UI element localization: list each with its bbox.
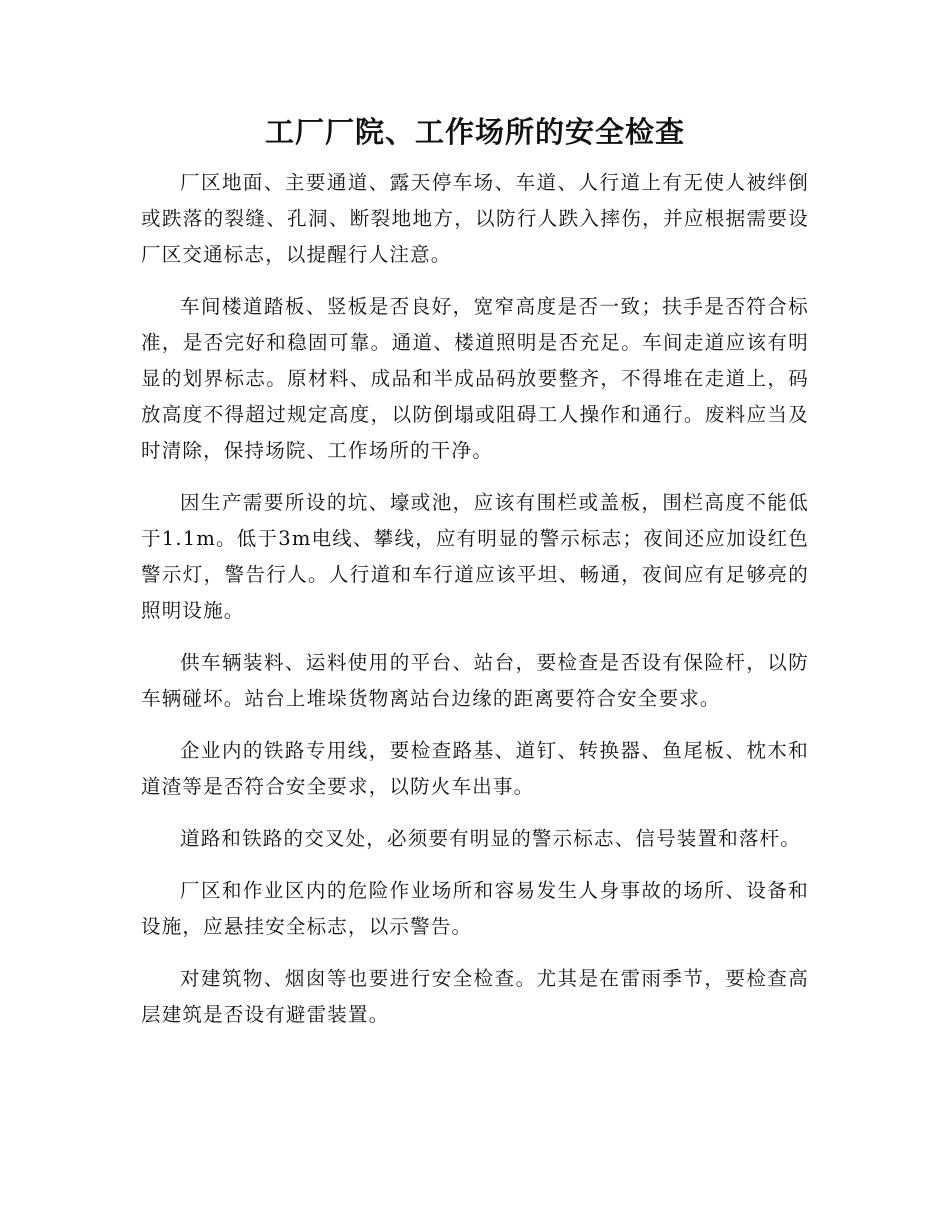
paragraph-4: 供车辆装料、运料使用的平台、站台，要检查是否设有保险杆，以防车辆碰坏。站台上堆垛货物离站台边缘的距离要符合安全要求。 — [141, 651, 809, 710]
paragraph-3: 因生产需要所设的坑、壕或池，应该有围栏或盖板，围栏高度不能低于1.1m。低于3m电线、攀线，应有明显的警示标志；夜间还应加设红色警示灯，警告行人。人行道和车行道应该平坦、畅通，夜间应有足够亮的照明设施。 — [141, 491, 809, 622]
document-title: 工厂厂院、工作场所的安全检查 — [264, 115, 685, 149]
paragraph-2: 车间楼道踏板、竖板是否良好，宽窄高度是否一致；扶手是否符合标准，是否完好和稳固可靠。通道、楼道照明是否充足。车间走道应该有明显的划界标志。原材料、成品和半成品码放要整齐，不得堆在走道上，码放高度不得超过规定高度，以防倒塌或阻碍工人操作和通行。废料应当及时清除，保持场院、工作场所的干净。 — [141, 295, 809, 462]
paragraph-8: 对建筑物、烟囱等也要进行安全检查。尤其是在雷雨季节，要检查高层建筑是否设有避雷装置。 — [141, 967, 809, 1026]
paragraph-1: 厂区地面、主要通道、露天停车场、车道、人行道上有无使人被绊倒或跌落的裂缝、孔洞、断裂地地方，以防行人跌入摔伤，并应根据需要设厂区交通标志，以提醒行人注意。 — [141, 171, 809, 266]
paragraph-7: 厂区和作业区内的危险作业场所和容易发生人身事故的场所、设备和设施，应悬挂安全标志，以示警告。 — [141, 879, 809, 938]
document-body — [141, 165, 809, 1049]
paragraph-5: 企业内的铁路专用线，要检查路基、道钉、转换器、鱼尾板、枕木和道渣等是否符合安全要求，以防火车出事。 — [141, 739, 809, 798]
paragraph-6: 道路和铁路的交叉处，必须要有明显的警示标志、信号装置和落杆。 — [180, 827, 802, 850]
